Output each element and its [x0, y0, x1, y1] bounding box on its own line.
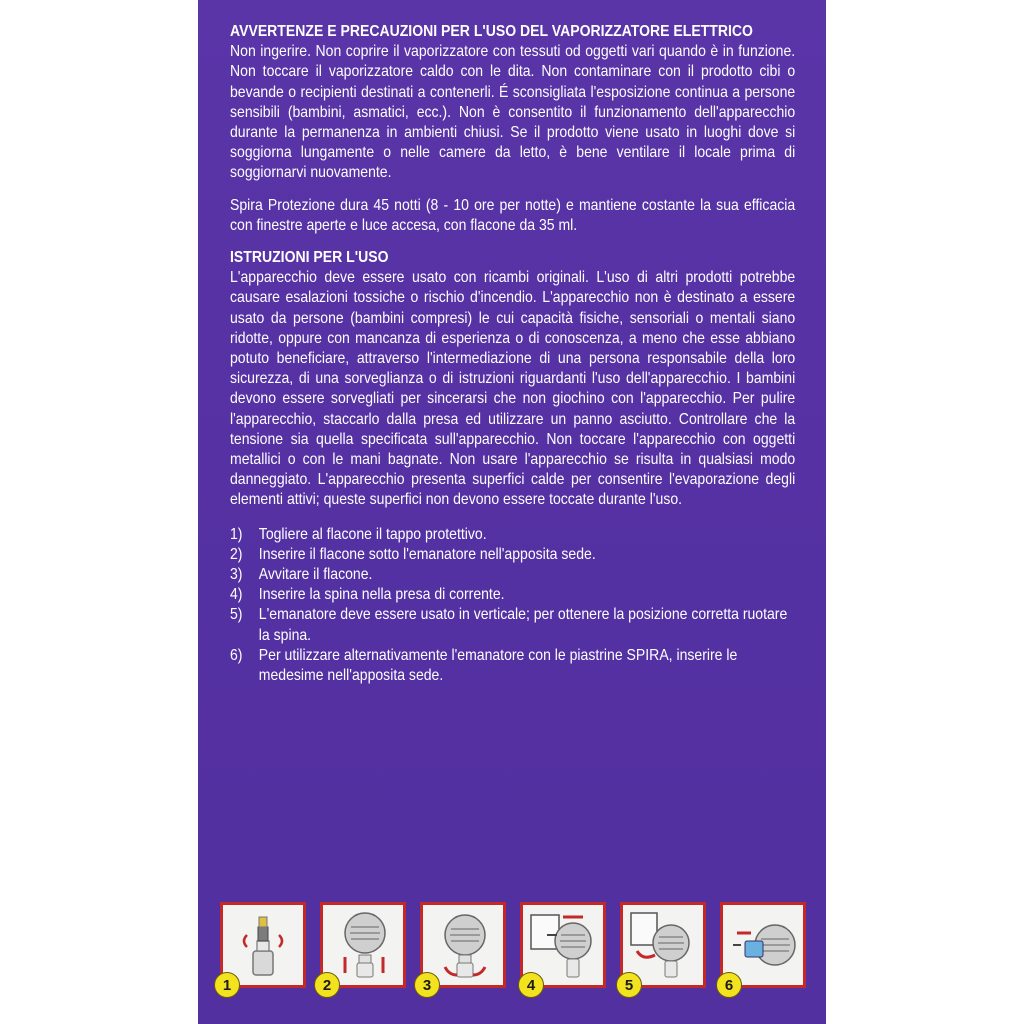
step-number: 5): [230, 606, 243, 624]
step-text: Per utilizzare alternativamente l'emanatore con le piastrine SPIRA, inserire le medesime nell'apposita sede.: [258, 646, 738, 685]
step-badge-4: 4: [518, 972, 544, 998]
instructions-body: L'apparecchio deve essere usato con ricambi originali. L'uso di altri prodotti potrebbe causare esalazioni tossiche o rischio d'incendio. L'apparecchio non è destinato a essere usato da persone (bambini compresi) le cui capacità fisiche, sensoriali o mentali siano ridotte, oppure con mancanza di esperienza o di conoscenza, a meno che esse abbiano potuto beneficiare, attraverso l'intermediazione di una persona responsabile della loro sicurezza, di una sorveglianza o di istruzioni riguardanti l'uso dell'apparecchio. I bambini devono essere sorvegliati per sincerarsi che non giochino con l'apparecchio. Per pulire l'apparecchio, staccarlo dalla presa ed utilizzare un panno asciutto. Controllare che la tensione sia quella specificata sull'apparecchio. Non toccare l'apparecchio con oggetti metallici o con le mani bagnate. Non usare l'apparecchio se risulta in qualsiasi modo danneggiato. L'apparecchio presenta superfici calde per consentire l'evaporazione degli elementi attivi; queste superfici non devono essere toccate durante l'uso.: [230, 269, 796, 509]
list-item: [230, 585, 795, 605]
step-number: 2): [230, 545, 243, 563]
duration-note: Spira Protezione dura 45 notti (8 - 10 ore per notte) e mantiene costante la sua efficacia con finestre aperte e luce accesa, con flacone da 35 ml.: [230, 196, 796, 234]
step-text: Inserire la spina nella presa di corrente.: [258, 586, 505, 604]
step-number: 6): [230, 646, 243, 664]
list-item: [230, 545, 795, 565]
step-badge-5: 5: [616, 972, 642, 998]
step-badge-1: 1: [214, 972, 240, 998]
instructions-title: ISTRUZIONI PER L'USO: [230, 249, 389, 267]
warnings-title: AVVERTENZE E PRECAUZIONI PER L'USO DEL VAPORIZZATORE ELETTRICO: [230, 23, 753, 40]
step-text: Inserire il flacone sotto l'emanatore nell'apposita sede.: [258, 545, 596, 563]
step-number: 4): [230, 586, 243, 604]
step-badge-6: 6: [716, 972, 742, 998]
step-text: Avvitare il flacone.: [258, 566, 373, 584]
step-badge-3: 3: [414, 972, 440, 998]
step-text: Togliere al flacone il tappo protettivo.: [258, 525, 487, 543]
list-item: [230, 565, 795, 585]
steps-list: [230, 525, 795, 687]
list-item: [230, 525, 795, 545]
step-badge-2: 2: [314, 972, 340, 998]
warnings-body: Non ingerire. Non coprire il vaporizzatore con tessuti od oggetti vari quando è in funzione. Non toccare il vaporizzatore caldo con le dita. Non contaminare con il prodotto cibi o bevande o recipienti destinati a contenerli. É sconsigliata l'esposizione continua a persone sensibili (bambini, asmatici, ecc.). Non è consentito il funzionamento dell'apparecchio durante la permanenza in ambienti chiusi. Se il prodotto viene usato in luoghi dove si soggiorna lungamente o nelle camere da letto, è bene ventilare il locale prima di soggiornarvi nuovamente.: [230, 43, 796, 182]
list-item: [230, 646, 795, 686]
step-number: 1): [230, 525, 243, 543]
packaging-panel: [198, 0, 826, 1024]
step-text: L'emanatore deve essere usato in verticale; per ottenere la posizione corretta ruotare la spina.: [258, 606, 788, 644]
step-number: 3): [230, 566, 243, 584]
list-item: [230, 605, 795, 645]
step-illustrations: [198, 902, 826, 1012]
instruction-text: [230, 22, 795, 686]
